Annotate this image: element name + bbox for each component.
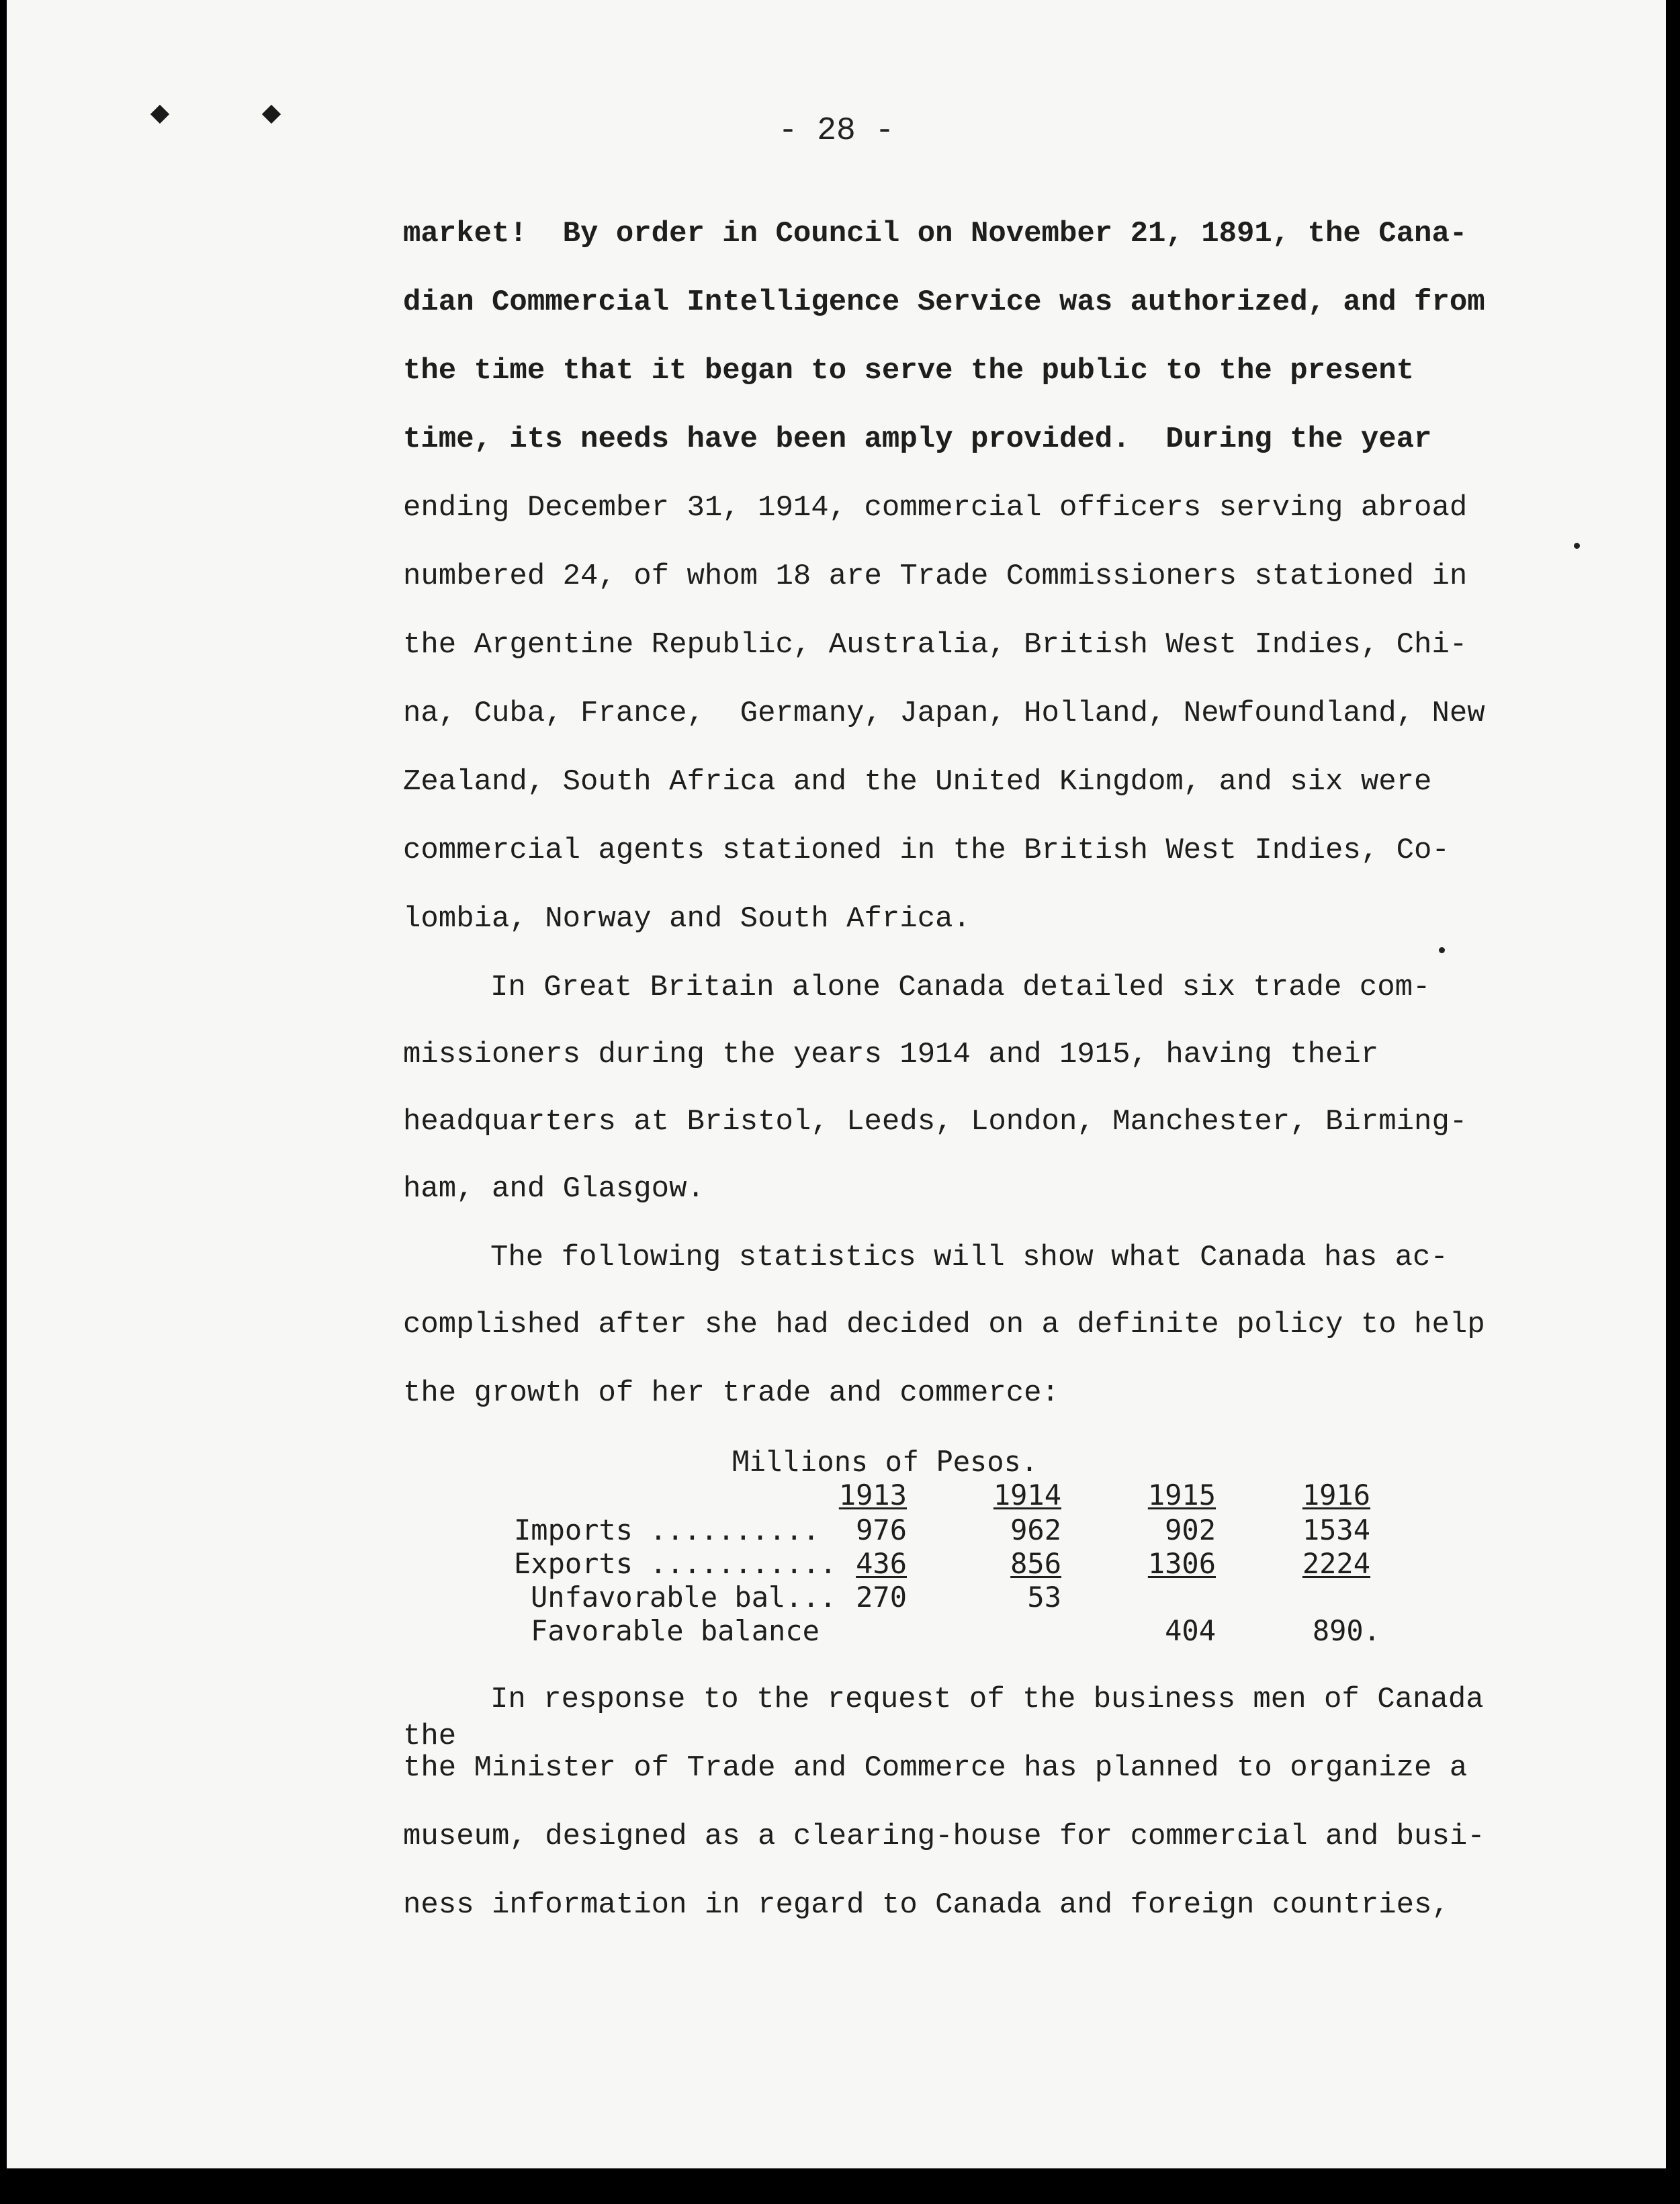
paragraph-1-line: the time that it began to serve the public to the present [403, 354, 1415, 388]
document-page [7, 0, 1666, 2168]
table-cell: 2224 [1302, 1547, 1370, 1580]
paragraph-1-line: numbered 24, of whom 18 are Trade Commissioners stationed in [403, 560, 1468, 593]
paragraph-1-line: ending December 31, 1914, commercial officers serving abroad [403, 491, 1468, 525]
paragraph-2-line: ham, and Glasgow. [403, 1172, 705, 1206]
table-row-label: Exports ........... [514, 1547, 837, 1580]
paragraph-3-line: complished after she had decided on a definite policy to help [403, 1308, 1485, 1341]
paragraph-3-line: the growth of her trade and commerce: [403, 1376, 1059, 1410]
speck [1574, 543, 1580, 549]
table-year-header: 1916 [1302, 1479, 1370, 1511]
paragraph-1-line: na, Cuba, France, Germany, Japan, Holland, Newfoundland, New [403, 697, 1485, 730]
paragraph-1-line: commercial agents stationed in the British West Indies, Co- [403, 834, 1450, 867]
paragraph-3-line: The following statistics will show what Canada has ac- [490, 1241, 1448, 1274]
table-cell: 1534 [1302, 1513, 1370, 1546]
paragraph-4-line: museum, designed as a clearing-house for commercial and busi- [403, 1820, 1485, 1853]
table-row-label: Imports .......... [514, 1513, 820, 1546]
table-caption: Millions of Pesos. [732, 1445, 1038, 1478]
table-cell: 902 [1165, 1513, 1216, 1546]
table-cell: 1306 [1147, 1547, 1216, 1580]
table-cell: 53 [1027, 1581, 1061, 1614]
paragraph-2-line: headquarters at Bristol, Leeds, London, Manchester, Birming- [403, 1105, 1468, 1139]
paragraph-1-line: dian Commercial Intelligence Service was authorized, and from [403, 285, 1485, 319]
table-cell: 436 [856, 1547, 907, 1580]
paragraph-2-line: In Great Britain alone Canada detailed six trade com- [490, 971, 1431, 1004]
table-cell: 404 [1165, 1614, 1216, 1647]
paragraph-4-line: the Minister of Trade and Commerce has planned to organize a [403, 1751, 1468, 1785]
paragraph-4-line: In response to the request of the business men of Canada [490, 1683, 1484, 1716]
table-year-header: 1914 [993, 1479, 1061, 1511]
speck [1439, 947, 1445, 953]
table-cell: 976 [856, 1513, 907, 1546]
paragraph-1-line: market! By order in Council on November 21, 1891, the Cana- [403, 217, 1468, 251]
table-year-header: 1913 [838, 1479, 907, 1511]
paragraph-1-line: lombia, Norway and South Africa. [403, 902, 971, 936]
table-year-header: 1915 [1147, 1479, 1216, 1511]
paragraph-4-line: the [403, 1720, 457, 1753]
paragraph-4-line: ness information in regard to Canada and foreign countries, [403, 1888, 1450, 1922]
table-cell: 856 [1010, 1547, 1061, 1580]
table-cell: 962 [1010, 1513, 1061, 1546]
page-number: - 28 - [778, 113, 895, 149]
scan-border [0, 2168, 1680, 2204]
paragraph-1-line: Zealand, South Africa and the United Kingdom, and six were [403, 765, 1432, 799]
table-cell: 270 [856, 1581, 907, 1614]
paragraph-1-line: time, its needs have been amply provided. During the year [403, 423, 1432, 456]
paragraph-2-line: missioners during the years 1914 and 1915, having their [403, 1038, 1379, 1071]
table-cell: 890. [1312, 1614, 1380, 1647]
paragraph-1-line: the Argentine Republic, Australia, British West Indies, Chi- [403, 628, 1468, 662]
table-row-label: Unfavorable bal... [531, 1581, 837, 1614]
table-row-label: Favorable balance [531, 1614, 820, 1647]
